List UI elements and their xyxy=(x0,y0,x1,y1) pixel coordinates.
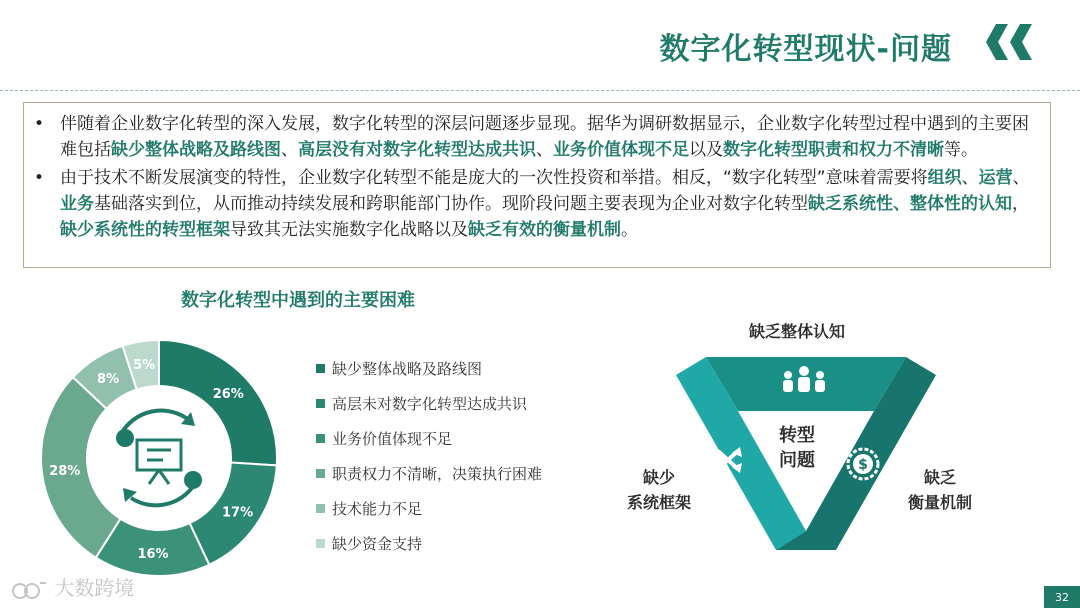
body-text: 伴随着企业数字化转型的深入发展，数字化转型的深层问题逐步显现。据华为调研数据显示，企业数字化转型过程中遇到的主要困难包括 xyxy=(60,114,1029,160)
legend-label: 业务价值体现不足 xyxy=(332,430,453,448)
bullet-text xyxy=(60,114,1029,160)
watermark-logo-icon xyxy=(12,577,48,603)
body-text: ， xyxy=(1012,194,1029,214)
body-text: 由于技术不断发展演变的特性，企业数字化转型不能是庞大的一次性投资和举措。相反，“数字化转型”意味着需要将 xyxy=(60,168,928,188)
legend-swatch xyxy=(316,539,325,548)
legend-item xyxy=(316,500,542,535)
legend-label: 缺少资金支持 xyxy=(332,535,423,553)
body-text: 基础落实到位，从而推动持续发展和跨职能部门协作。现阶段问题主要表现为企业对数字化转型 xyxy=(94,194,808,214)
chevron-left-icon xyxy=(972,22,1036,62)
svg-text:$: $ xyxy=(858,457,868,473)
slice-label: 26% xyxy=(212,386,244,402)
label-lack-overall-awareness: 缺乏整体认知 xyxy=(748,322,845,341)
legend-label: 缺少整体战略及路线图 xyxy=(332,360,483,378)
page-number: 32 xyxy=(1044,586,1080,608)
body-text: 等。 xyxy=(944,140,978,160)
legend-swatch xyxy=(316,364,325,373)
legend-swatch xyxy=(316,399,325,408)
label-lack-line1: 缺少 xyxy=(642,468,675,487)
highlight-text: 高层没有对数字化转型达成共识 xyxy=(298,140,536,160)
legend-item xyxy=(316,395,542,430)
legend-item xyxy=(316,535,542,570)
highlight-text: 业务 xyxy=(60,194,94,214)
legend-item xyxy=(316,360,542,395)
bullet-2 xyxy=(32,165,1040,243)
highlight-text: 业务价值体现不足 xyxy=(553,140,689,160)
highlight-text: 缺少系统性的转型框架 xyxy=(60,220,230,240)
watermark xyxy=(12,572,134,603)
center-label-line2: 问题 xyxy=(779,450,815,471)
body-text: 、 xyxy=(961,168,979,188)
legend-item xyxy=(316,465,542,500)
slice-label: 8% xyxy=(97,371,120,387)
center-label-line1: 转型 xyxy=(779,425,815,446)
highlight-text: 数字化转型职责和权力不清晰 xyxy=(723,140,944,160)
body-text: 导致其无法实施数字化战略以及 xyxy=(230,220,468,240)
slice-label: 17% xyxy=(222,505,254,521)
bullet-dot: • xyxy=(34,114,45,134)
bullet-1 xyxy=(32,111,1040,163)
presentation-cycle-icon xyxy=(101,400,217,516)
legend-swatch xyxy=(316,469,325,478)
chart-title: 数字化转型中遇到的主要困难 xyxy=(181,290,415,311)
slice-label: 16% xyxy=(137,546,169,562)
bullet-dot: • xyxy=(34,168,45,188)
body-text: 、 xyxy=(1012,168,1030,188)
watermark-text: 大数跨境 xyxy=(54,576,135,600)
highlight-text: 组织 xyxy=(927,168,962,188)
legend-swatch xyxy=(316,504,325,513)
highlight-text: 缺乏系统性、整体性的认知 xyxy=(808,194,1012,214)
legend-label: 技术能力不足 xyxy=(332,500,423,518)
slice-label: 5% xyxy=(133,358,156,374)
header-divider xyxy=(0,90,1080,91)
legend-label: 高层未对数字化转型达成共识 xyxy=(332,395,528,413)
body-text: 。 xyxy=(621,220,638,240)
highlight-text: 缺乏有效的衡量机制 xyxy=(468,220,621,240)
chart-legend xyxy=(316,360,542,570)
highlight-text: 运营 xyxy=(978,168,1013,188)
bullet-text xyxy=(60,168,1030,240)
slice-label: 28% xyxy=(49,463,81,479)
legend-label: 职责权力不清晰，决策执行困难 xyxy=(332,465,543,483)
label-lack-line1: 缺乏 xyxy=(923,468,956,487)
body-text: 、 xyxy=(536,140,553,160)
summary-textbox xyxy=(23,102,1051,268)
page-title: 数字化转型现状-问题 xyxy=(659,32,952,67)
label-system-framework: 系统框架 xyxy=(626,493,691,512)
donut-chart xyxy=(39,338,279,578)
body-text: 以及 xyxy=(689,140,723,160)
highlight-text: 缺少整体战略及路线图 xyxy=(111,140,281,160)
label-measurement-mechanism: 衡量机制 xyxy=(907,493,972,512)
legend-item xyxy=(316,430,542,465)
legend-swatch xyxy=(316,434,325,443)
body-text: 、 xyxy=(281,140,298,160)
